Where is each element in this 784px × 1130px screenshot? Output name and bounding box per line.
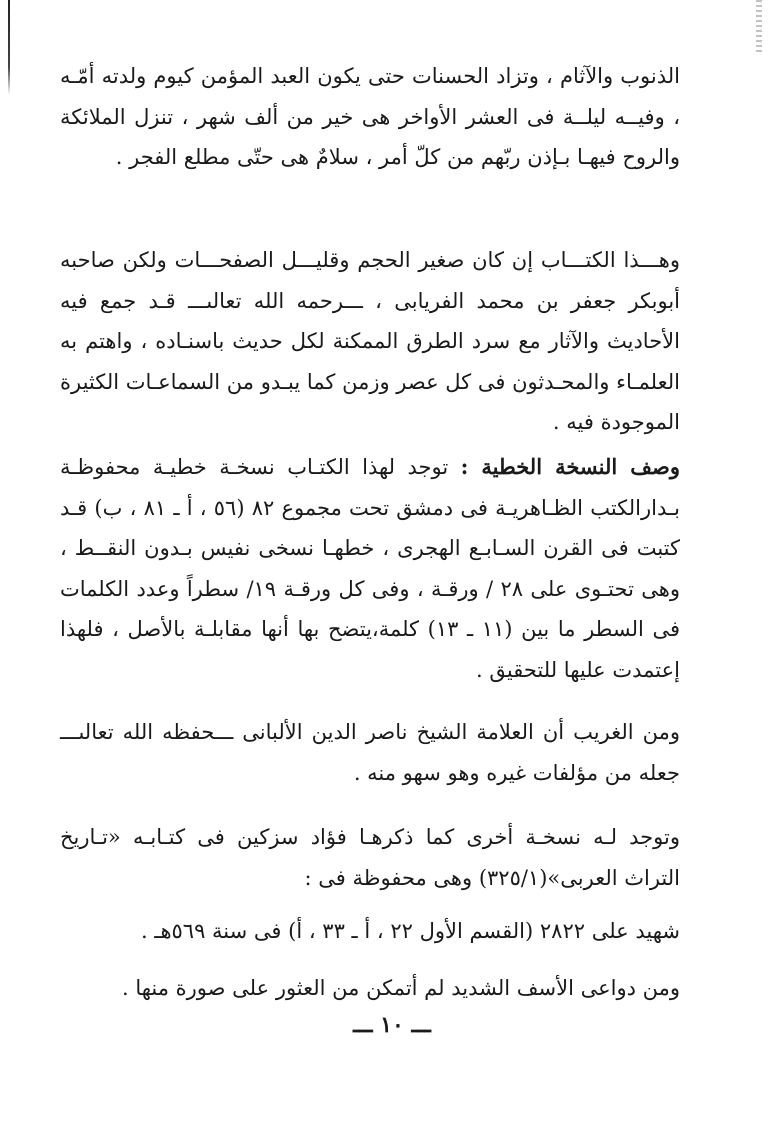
paragraph-albani-note bbox=[60, 712, 680, 793]
paragraph-text: ومن دواعى الأسف الشديد لم أتمكن من العثور على صورة منها . bbox=[121, 976, 680, 1000]
paragraph-body: توجد لهذا الكتـاب نسخـة خطيـة محفوظـة بـدارالكتب الظـاهريـة فى دمشق تحت مجموع ٨٢ (٥٦ ، أ ـ ٨١ ، ب) قـد كتبت فى القرن السـابـع الهجرى ، خطهـا نسخى نفيس بـدون النقــط ، وهى تحتـوى على ٢٨ / ورقـة ، وفى كل ورقـة ١٩/ سطراً وعدد الكلمات فى السطر ما بين (١١ ـ ١٣) كلمة،يتضح بها أنها مقابلـة بالأصل ، فلهذا إعتمدت عليها للتحقيق . bbox=[60, 455, 681, 682]
paragraph-text: وهـــذا الكتـــاب إن كان صغير الحجم وقليـــل الصفحـــات ولكن صاحبه أبوبكر جعفر بن محمد الفريابى ، ـــرحمه الله تعالىـــ قـد جمع فيه الأحاديث والآثار مع سرد الطرق الممكنة لكل حديث باسنـاده ، واهتم به العلمـاء والمحـدثون فى كل عصر وزمن كما يبـدو من السماعـات الكثيرة الموجودة فيه . bbox=[59, 248, 680, 434]
paragraph-text bbox=[60, 447, 680, 690]
paragraph-text: وتوجد لـه نسخـة أخرى كما ذكرهـا فؤاد سزكين فى كتـابـه «تـاريخ التراث العربى»(٣٢٥/١) وهى محفوظة فى : bbox=[60, 825, 680, 890]
page-number: ـــ ١٠ ـــ bbox=[353, 1012, 431, 1038]
scan-noise-mark bbox=[756, 0, 762, 55]
paragraph-manuscript-description bbox=[60, 447, 680, 690]
paragraph-regret-note bbox=[60, 968, 680, 1009]
section-heading: وصف النسخة الخطية : bbox=[460, 454, 680, 479]
paragraph-second-copy bbox=[60, 817, 680, 898]
paragraph-text: الذنوب والآثام ، وتزاد الحسنات حتى يكون العبد المؤمن كيوم ولدته أمّـه ، وفيــه ليلــة فى العشر الأواخر هى خير من ألف شهر ، تنزل الملائكة والروح فيهـا بـإذن ربّهم من كلّ أمر ، سلامٌ هى حتّى مطلع الفجر . bbox=[60, 64, 680, 169]
paragraph-text: ومن الغريب أن العلامة الشيخ ناصر الدين الألبانى ـــحفظه الله تعالىـــ جعله من مؤلفات غيره وهو سهو منه . bbox=[60, 720, 680, 785]
paragraph-shahid-ali bbox=[60, 911, 680, 952]
paragraph-night-of-decree bbox=[60, 56, 680, 178]
paragraph-book-description bbox=[60, 240, 680, 443]
paragraph-text: شهيد على ٢٨٢٢ (القسم الأول ٢٢ ، أ ـ ٣٣ ، أ) فى سنة ٥٦٩هـ . bbox=[140, 919, 680, 943]
scan-edge-mark bbox=[8, 0, 10, 95]
